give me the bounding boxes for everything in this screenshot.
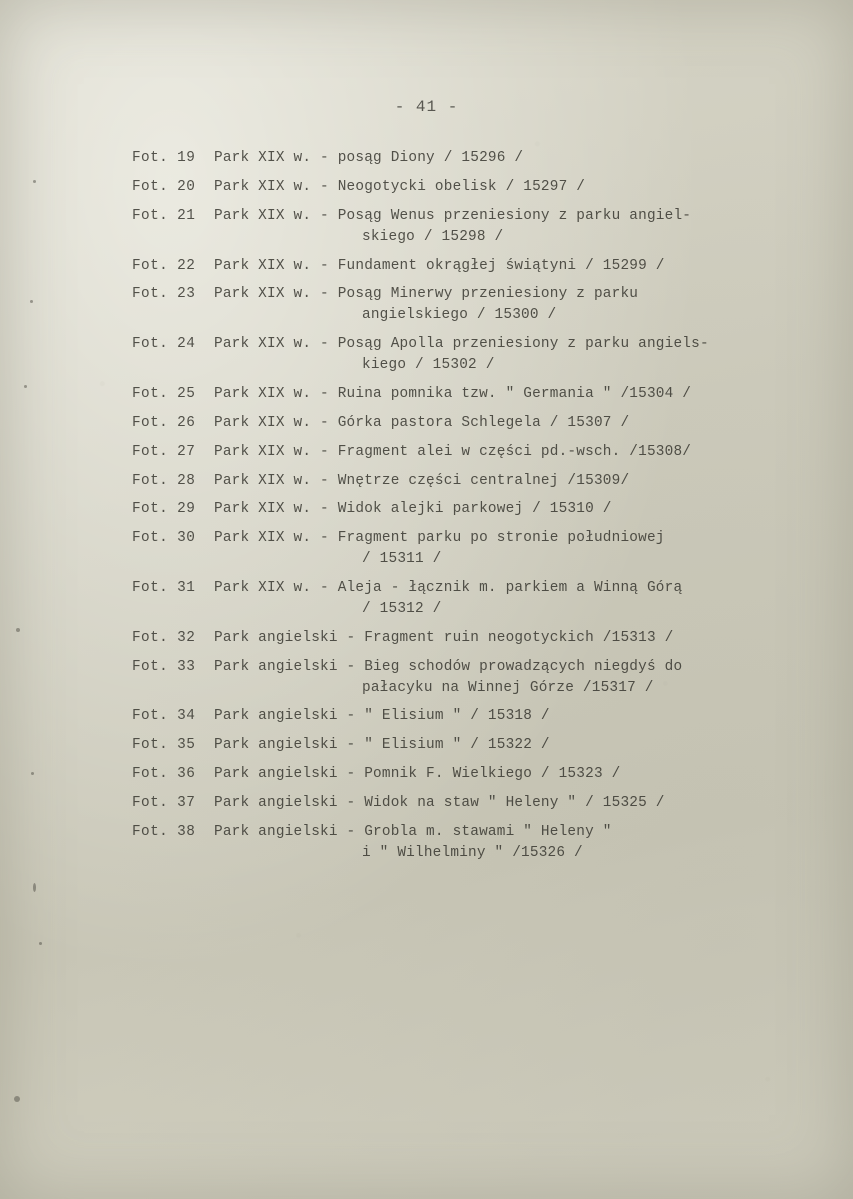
entry-text: Park XIX w. - Fragment alei w części pd.-wsch. /15308/ bbox=[214, 443, 692, 460]
entry-text-continuation: / 15312 / bbox=[362, 600, 442, 617]
entry-text-line: Park XIX w. - Fragment parku po stronie południowej bbox=[214, 530, 665, 547]
entry-text: Park XIX w. - posąg Diony / 15296 / bbox=[214, 150, 524, 166]
entry-text-continuation: pałacyku na Winnej Górze /15317 / bbox=[362, 679, 654, 696]
paper-speck bbox=[33, 180, 36, 183]
entry-label: Fot. 32 bbox=[132, 629, 196, 646]
entry-text: Park XIX w. - Fundament okrągłej świątyni / 15299 / bbox=[214, 257, 665, 274]
entry-text: Park XIX w. - Widok alejki parkowej / 15310 / bbox=[214, 501, 612, 518]
entry-text-line: Park XIX w. - Aleja - łącznik m. parkiem a Winną Górą bbox=[214, 580, 683, 596]
list-item bbox=[132, 499, 832, 520]
paper-speck bbox=[30, 300, 33, 303]
entry-label: Fot. 22 bbox=[132, 257, 196, 274]
entry-label: Fot. 34 bbox=[132, 708, 196, 725]
entry-text: Park angielski - Widok na staw " Heleny " / 15325 / bbox=[214, 795, 665, 811]
entry-text: Park XIX w. - Górka pastora Schlegela / 15307 / bbox=[214, 414, 630, 431]
entry-text-continuation: angielskiego / 15300 / bbox=[362, 307, 557, 324]
page-number: - 41 - bbox=[394, 98, 459, 116]
entry-label: Fot. 33 bbox=[132, 658, 196, 675]
entry-label: Fot. 36 bbox=[132, 766, 196, 783]
entry-label: Fot. 21 bbox=[132, 207, 196, 224]
entry-text-continuation: i " Wilhelminy " /15326 / bbox=[362, 844, 583, 861]
entry-text-line: Park XIX w. - Posąg Minerwy przeniesiony z parku bbox=[214, 286, 639, 303]
list-item bbox=[132, 256, 832, 277]
list-item bbox=[132, 413, 832, 434]
entry-label: Fot. 23 bbox=[132, 286, 196, 303]
entry-text-continuation: kiego / 15302 / bbox=[362, 357, 495, 373]
list-item bbox=[132, 528, 832, 570]
list-item bbox=[132, 578, 832, 620]
list-item bbox=[132, 148, 832, 169]
entry-label: Fot. 19 bbox=[132, 150, 196, 166]
entry-label: Fot. 27 bbox=[132, 443, 196, 460]
entry-label: Fot. 20 bbox=[132, 178, 196, 195]
entry-text: Park XIX w. - Neogotycki obelisk / 15297 / bbox=[214, 178, 586, 195]
list-item bbox=[132, 334, 832, 376]
list-item bbox=[132, 442, 832, 463]
entry-label: Fot. 35 bbox=[132, 737, 196, 754]
entry-text: Park angielski - " Elisium " / 15322 / bbox=[214, 737, 550, 754]
entry-label: Fot. 26 bbox=[132, 414, 196, 431]
entry-text bbox=[214, 206, 832, 248]
entry-text-line: Park angielski - Grobla m. stawami " Heleny " bbox=[214, 823, 612, 840]
list-item bbox=[132, 284, 832, 326]
list-item bbox=[132, 706, 832, 727]
entry-text: Park angielski - Fragment ruin neogotyckich /15313 / bbox=[214, 629, 674, 646]
entry-label: Fot. 25 bbox=[132, 385, 196, 402]
entry-text bbox=[214, 528, 832, 570]
entry-label: Fot. 24 bbox=[132, 336, 196, 353]
paper-speck bbox=[24, 385, 27, 388]
paper-speck bbox=[31, 772, 34, 775]
entry-label: Fot. 28 bbox=[132, 472, 196, 489]
entry-text bbox=[214, 334, 832, 376]
list-item bbox=[132, 471, 832, 492]
list-item bbox=[132, 657, 832, 699]
entry-label: Fot. 37 bbox=[132, 795, 196, 811]
entry-text-continuation: / 15311 / bbox=[362, 551, 442, 568]
paper-speck bbox=[33, 883, 36, 892]
entry-label: Fot. 31 bbox=[132, 580, 196, 596]
list-item bbox=[132, 822, 832, 864]
paper-speck bbox=[16, 628, 20, 632]
entry-text-line: Park angielski - Bieg schodów prowadzących niegdyś do bbox=[214, 658, 683, 675]
photo-caption-list bbox=[132, 148, 832, 872]
entry-text bbox=[214, 822, 832, 864]
entry-label: Fot. 38 bbox=[132, 823, 196, 840]
entry-text-continuation: skiego / 15298 / bbox=[362, 228, 504, 245]
entry-text bbox=[214, 284, 832, 326]
list-item bbox=[132, 384, 832, 405]
entry-text: Park angielski - " Elisium " / 15318 / bbox=[214, 708, 550, 725]
entry-text: Park XIX w. - Ruina pomnika tzw. " Germania " /15304 / bbox=[214, 385, 692, 402]
entry-text: Park angielski - Pomnik F. Wielkiego / 15323 / bbox=[214, 766, 621, 783]
list-item bbox=[132, 177, 832, 198]
entry-text-line: Park XIX w. - Posąg Apolla przeniesiony z parku angiels- bbox=[214, 336, 709, 353]
list-item bbox=[132, 764, 832, 785]
entry-text: Park XIX w. - Wnętrze części centralnej /15309/ bbox=[214, 472, 630, 489]
paper-speck bbox=[39, 942, 42, 945]
entry-label: Fot. 29 bbox=[132, 501, 196, 518]
entry-text-line: Park XIX w. - Posąg Wenus przeniesiony z parku angiel- bbox=[214, 207, 692, 224]
list-item bbox=[132, 793, 832, 814]
paper-speck bbox=[14, 1096, 20, 1102]
entry-text bbox=[214, 578, 832, 620]
entry-label: Fot. 30 bbox=[132, 530, 196, 547]
list-item bbox=[132, 735, 832, 756]
list-item bbox=[132, 628, 832, 649]
list-item bbox=[132, 206, 832, 248]
entry-text bbox=[214, 657, 832, 699]
